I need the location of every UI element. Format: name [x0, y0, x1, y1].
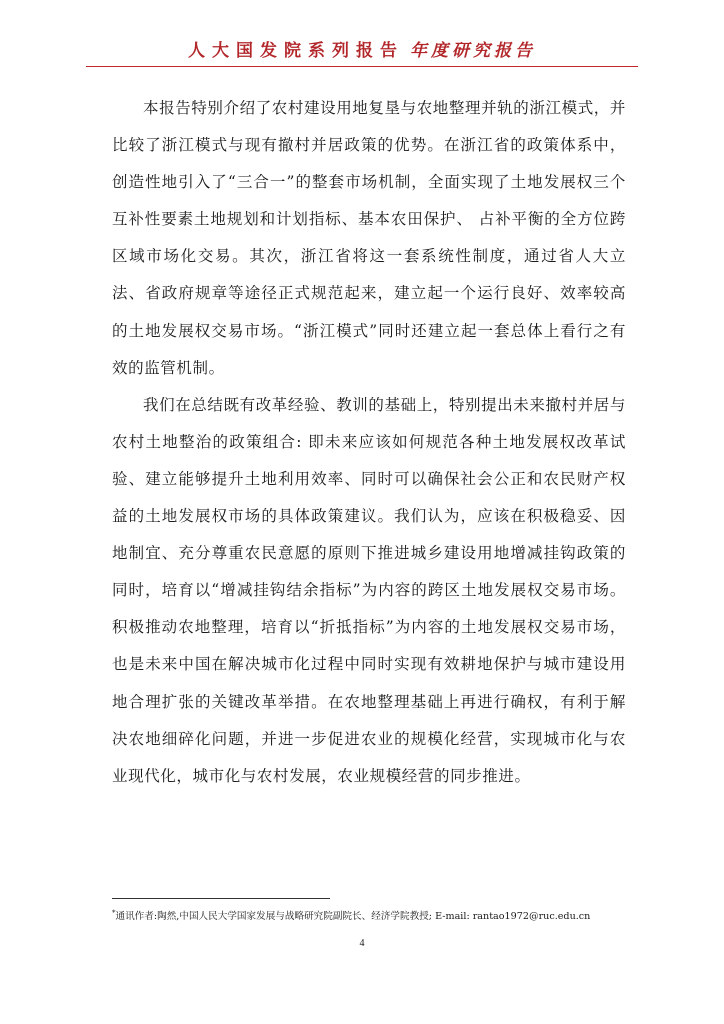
- body-paragraph: 我们在总结既有改革经验、教训的基础上，特别提出未来撤村并居与农村土地整治的政策组合: 即未来应该如何规范各种土地发展权改革试验、建立能够提升土地利用效率、同时可以确保社会公正和农民财产权益的土地发展权市场的具体政策建议。我们认为，应该在积极稳妥、因地制宜、充分尊重农民意愿的原则下推进城乡建设用地增减挂钩政策的同时，培育以“增减挂钩结余指标”为内容的跨区土地发展权交易市场。积极推动农地整理，培育以“折抵指标”为内容的土地发展权交易市场，也是未来中国在解决城市化过程中同时实现有效耕地保护与城市建设用地合理扩张的关键改革举措。在农地整理基础上再进行确权，有利于解决农地细碎化问题，并进一步促进农业的规模化经营，实现城市化与农业现代化，城市化与农村发展，农业规模经营的同步推进。: [112, 395, 627, 785]
- footnote: [112, 906, 642, 924]
- header-series-title: 人大国发院系列报告: [188, 41, 404, 61]
- footnote-marker: *: [112, 909, 116, 917]
- header-title: [188, 41, 536, 61]
- footnote-divider: [112, 898, 330, 899]
- page-number: 4: [359, 938, 365, 949]
- header-report-type: 年度研究报告: [410, 41, 536, 61]
- header-divider: [86, 66, 638, 67]
- body-paragraph: 本报告特别介绍了农村建设用地复垦与农地整理并轨的浙江模式，并比较了浙江模式与现有撤村并居政策的优势。在浙江省的政策体系中，创造性地引入了“三合一”的整套市场机制，全面实现了土地发展权三个互补性要素土地规划和计划指标、基本农田保护、 占补平衡的全方位跨区域市场化交易。其次，浙江省将这一套系统性制度，通过省人大立法、省政府规章等途径正式规范起来，建立起一个运行良好、效率较高的土地发展权交易市场。“浙江模式”同时还建立起一套总体上看行之有效的监管机制。: [112, 99, 627, 377]
- running-header: [86, 36, 638, 68]
- report-body: [112, 90, 626, 795]
- footnote-text: 通讯作者:陶然,中国人民大学国家发展与战略研究院副院长、经济学院教授; E-mail: rantao1972@ruc.edu.cn: [115, 911, 591, 923]
